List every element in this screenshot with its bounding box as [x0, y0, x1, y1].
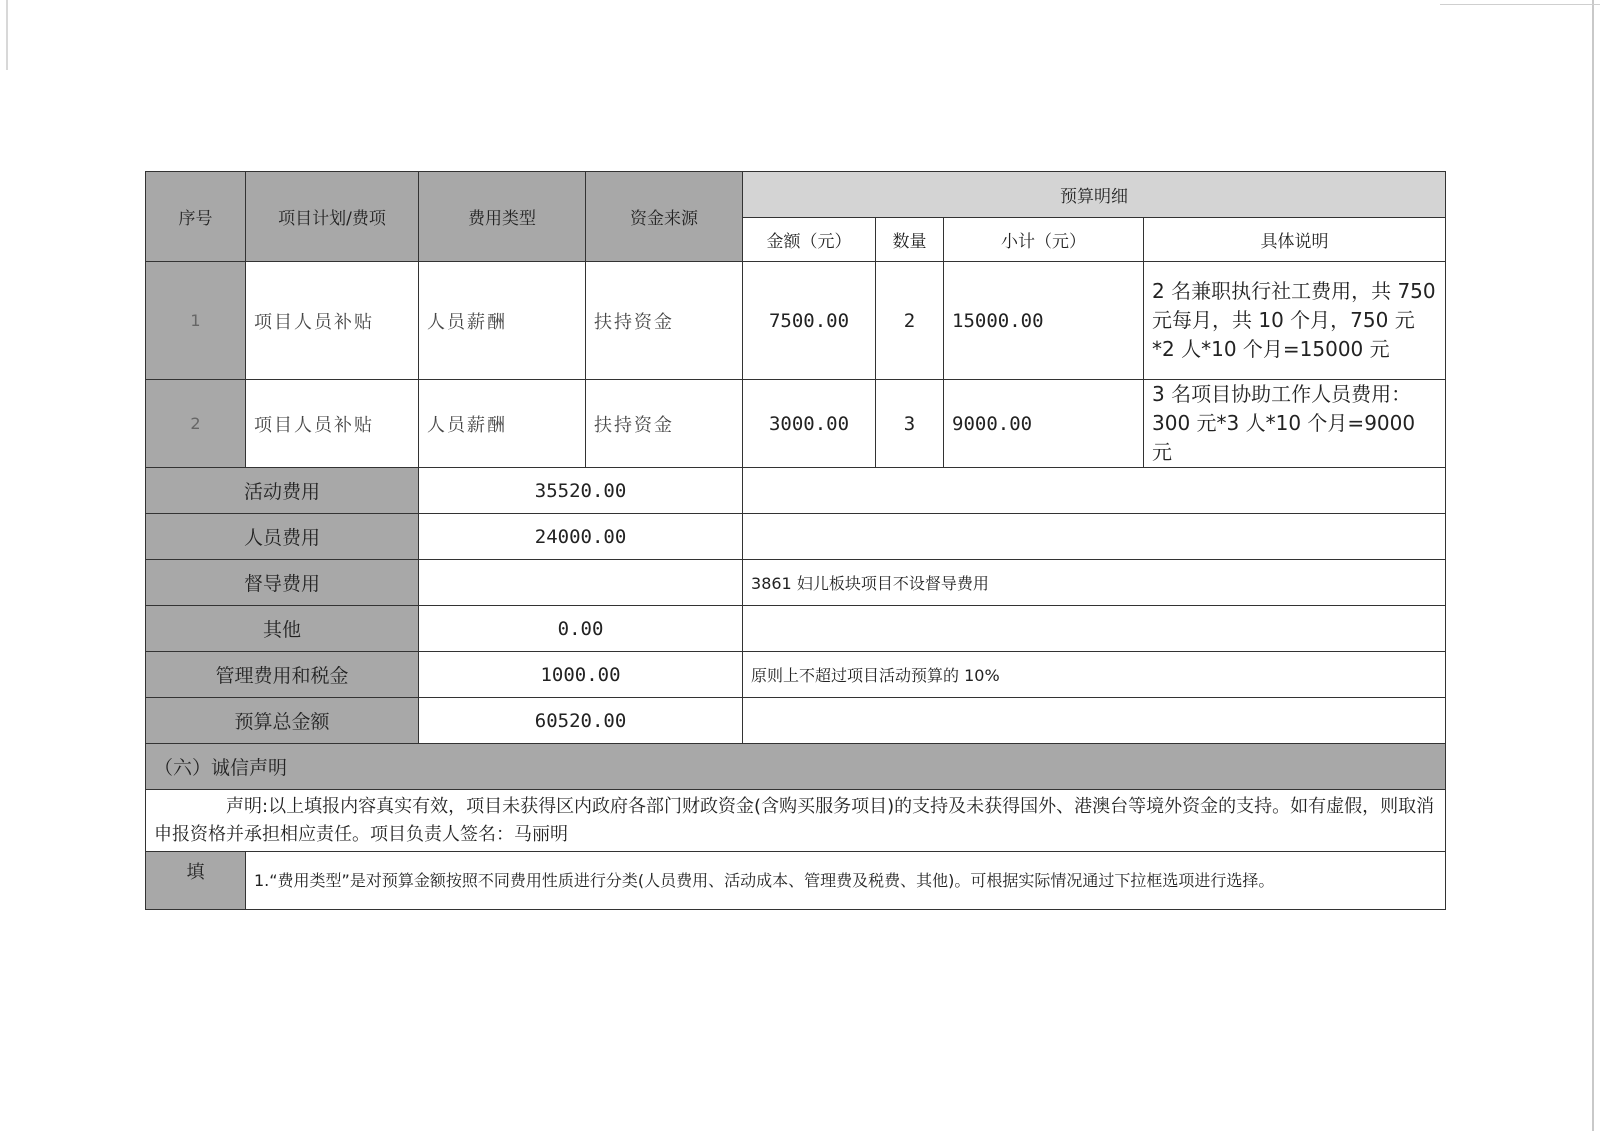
summary-value: 60520.00 — [419, 698, 743, 744]
summary-row-supervision — [146, 560, 1446, 606]
scan-edge-right — [1592, 0, 1594, 1131]
row-plan: 项目人员补贴 — [246, 262, 419, 380]
header-subtotal: 小计（元） — [944, 218, 1144, 262]
summary-label: 督导费用 — [146, 560, 419, 606]
header-seq: 序号 — [146, 172, 246, 262]
header-row-1 — [146, 172, 1446, 218]
header-quantity: 数量 — [876, 218, 944, 262]
summary-label: 其他 — [146, 606, 419, 652]
summary-note — [743, 514, 1446, 560]
header-explanation: 具体说明 — [1144, 218, 1446, 262]
declaration-text: 声明:以上填报内容真实有效，项目未获得区内政府各部门财政资金(含购买服务项目)的支持及未获得国外、港澳台等境外资金的支持。如有虚假，则取消申报资格并承担相应责任。项目负责人签名：马丽明 — [146, 790, 1446, 852]
row-amount: 7500.00 — [743, 262, 876, 380]
summary-label: 活动费用 — [146, 468, 419, 514]
declaration-row — [146, 790, 1446, 852]
row-quantity: 2 — [876, 262, 944, 380]
summary-label: 人员费用 — [146, 514, 419, 560]
summary-note — [743, 606, 1446, 652]
row-subtotal: 15000.00 — [944, 262, 1144, 380]
header-plan: 项目计划/费项 — [246, 172, 419, 262]
summary-row-total — [146, 698, 1446, 744]
row-cost-type: 人员薪酬 — [419, 262, 586, 380]
budget-table — [145, 171, 1446, 910]
summary-row-activity — [146, 468, 1446, 514]
summary-row-personnel — [146, 514, 1446, 560]
summary-label: 管理费用和税金 — [146, 652, 419, 698]
row-fund-source: 扶持资金 — [586, 380, 743, 468]
summary-note: 3861 妇儿板块项目不设督导费用 — [743, 560, 1446, 606]
summary-value: 0.00 — [419, 606, 743, 652]
header-fund-source: 资金来源 — [586, 172, 743, 262]
section6-title: （六）诚信声明 — [146, 744, 1446, 790]
fill-note-text: 1.“费用类型”是对预算金额按照不同费用性质进行分类(人员费用、活动成本、管理费及税费、其他)。可根据实际情况通过下拉框选项进行选择。 — [246, 852, 1446, 910]
row-seq: 2 — [146, 380, 246, 468]
summary-note — [743, 698, 1446, 744]
scan-edge-top — [1440, 4, 1600, 5]
summary-value: 1000.00 — [419, 652, 743, 698]
header-budget-detail: 预算明细 — [743, 172, 1446, 218]
summary-note: 原则上不超过项目活动预算的 10% — [743, 652, 1446, 698]
row-subtotal: 9000.00 — [944, 380, 1144, 468]
summary-value: 24000.00 — [419, 514, 743, 560]
summary-note — [743, 468, 1446, 514]
header-cost-type: 费用类型 — [419, 172, 586, 262]
summary-value — [419, 560, 743, 606]
section6-header-row — [146, 744, 1446, 790]
row-amount: 3000.00 — [743, 380, 876, 468]
fill-note-row — [146, 852, 1446, 910]
table-row — [146, 262, 1446, 380]
summary-label: 预算总金额 — [146, 698, 419, 744]
row-explanation: 3 名项目协助工作人员费用：300 元*3 人*10 个月=9000 元 — [1144, 380, 1446, 468]
header-amount: 金额（元） — [743, 218, 876, 262]
summary-row-management — [146, 652, 1446, 698]
summary-row-other — [146, 606, 1446, 652]
fill-label: 填 — [146, 852, 246, 910]
row-cost-type: 人员薪酬 — [419, 380, 586, 468]
row-fund-source: 扶持资金 — [586, 262, 743, 380]
scan-edge-left — [6, 0, 8, 70]
summary-value: 35520.00 — [419, 468, 743, 514]
row-seq: 1 — [146, 262, 246, 380]
row-explanation: 2 名兼职执行社工费用，共 750 元每月，共 10 个月，750 元*2 人*10 个月=15000 元 — [1144, 262, 1446, 380]
row-plan: 项目人员补贴 — [246, 380, 419, 468]
row-quantity: 3 — [876, 380, 944, 468]
table-row — [146, 380, 1446, 468]
